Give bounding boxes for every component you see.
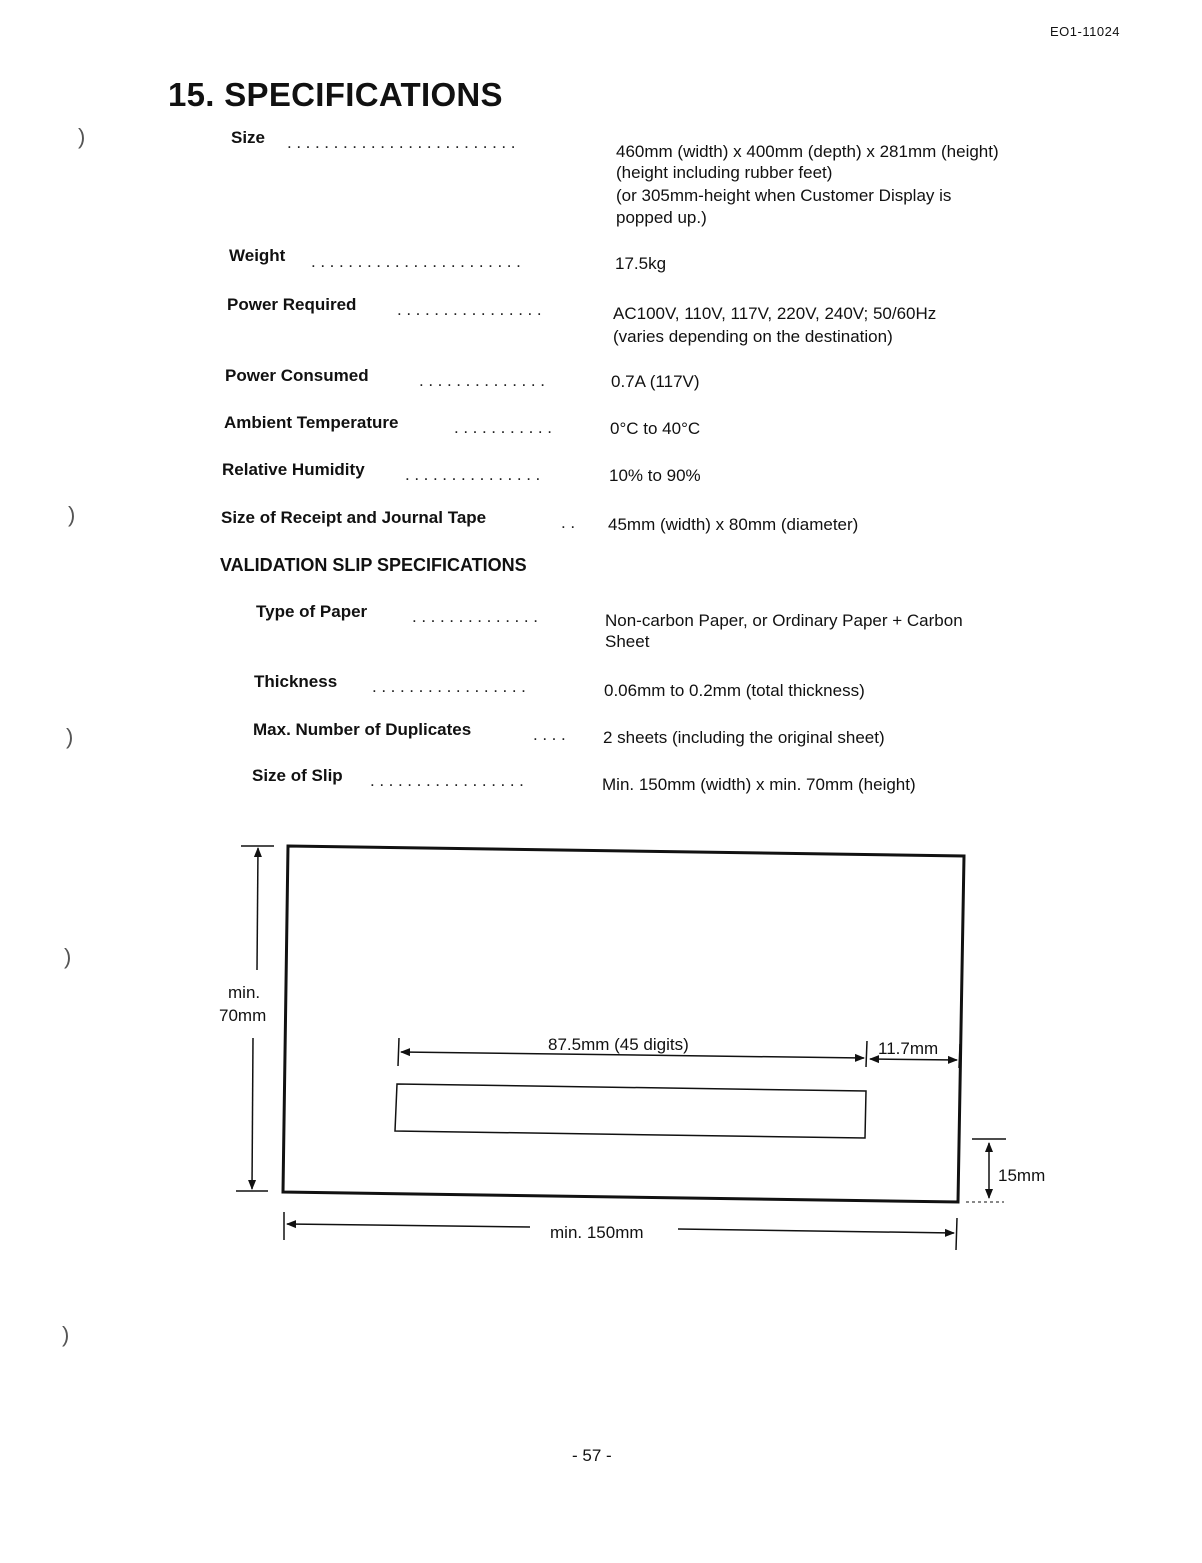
spec-label: Size of Receipt and Journal Tape [221, 508, 487, 527]
spec-value: popped up.) [616, 208, 707, 227]
spec-label: Ambient Temperature [224, 413, 399, 432]
print-width-label: 87.5mm (45 digits) [548, 1035, 689, 1054]
leader-dots: .... [533, 725, 571, 744]
binding-mark: ) [66, 724, 74, 749]
height-arrow-upper [257, 848, 258, 970]
spec-value: 10% to 90% [609, 466, 701, 485]
binding-mark: ) [78, 124, 86, 149]
height-label-min: min. [228, 983, 261, 1002]
spec-value: 17.5kg [615, 254, 667, 273]
print-width-tick-right [866, 1041, 867, 1067]
leader-dots: .............. [419, 371, 550, 390]
spec-label: Size [231, 128, 266, 147]
spec-label: Power Consumed [225, 366, 369, 385]
leader-dots: ............... [405, 465, 545, 484]
spec-value: 0°C to 40°C [610, 419, 701, 438]
height-label-value: 70mm [219, 1006, 267, 1025]
spec-value: AC100V, 110V, 117V, 220V, 240V; 50/60Hz [613, 304, 937, 323]
leader-dots: ........... [454, 418, 557, 437]
print-area [395, 1084, 866, 1138]
leader-dots: .............. [412, 607, 543, 626]
leader-dots: ................. [370, 771, 529, 790]
spec-label: Thickness [254, 672, 338, 691]
spec-value: Sheet [605, 632, 650, 651]
spec-value: Min. 150mm (width) x min. 70mm (height) [602, 775, 916, 794]
document-number: EO1-11024 [1050, 24, 1121, 39]
binding-mark: ) [68, 502, 76, 527]
right-margin-label: 11.7mm [878, 1039, 939, 1058]
right-margin-arrow [870, 1059, 957, 1060]
spec-value: (varies depending on the destination) [613, 327, 893, 346]
spec-label: Weight [229, 246, 286, 265]
spec-label: Size of Slip [252, 766, 343, 785]
leader-dots: ................ [397, 300, 547, 319]
spec-label: Max. Number of Duplicates [253, 720, 472, 739]
right-margin-tick [959, 1044, 960, 1068]
spec-value: Non-carbon Paper, or Ordinary Paper + Carbon [605, 611, 963, 630]
spec-value: 2 sheets (including the original sheet) [603, 728, 885, 747]
binding-mark: ) [62, 1322, 70, 1347]
leader-dots: ................. [372, 677, 531, 696]
spec-value: 460mm (width) x 400mm (depth) x 281mm (height) [616, 142, 999, 161]
slip-outline [283, 846, 964, 1202]
spec-label: Power Required [227, 295, 357, 314]
spec-value: 45mm (width) x 80mm (diameter) [608, 515, 859, 534]
width-label: min. 150mm [550, 1223, 644, 1242]
spec-label: Relative Humidity [222, 460, 365, 479]
spec-label: Type of Paper [256, 602, 368, 621]
leader-dots: ......................... [287, 133, 521, 152]
spec-value: (or 305mm-height when Customer Display is [616, 186, 952, 205]
spec-value: 0.06mm to 0.2mm (total thickness) [604, 681, 865, 700]
print-width-tick-left [398, 1038, 399, 1066]
validation-heading: VALIDATION SLIP SPECIFICATIONS [220, 555, 527, 575]
page-number: - 57 - [572, 1446, 612, 1465]
leader-dots: ....................... [311, 252, 526, 271]
width-tick-right [956, 1218, 957, 1250]
height-arrow-lower [252, 1038, 253, 1189]
leader-dots: .. [561, 513, 580, 532]
spec-value: (height including rubber feet) [616, 163, 833, 182]
page-title: 15. SPECIFICATIONS [168, 76, 503, 113]
width-arrow-left [287, 1224, 530, 1227]
offset-label: 15mm [998, 1166, 1046, 1185]
spec-value: 0.7A (117V) [611, 372, 700, 391]
width-arrow-right [678, 1229, 954, 1233]
binding-mark: ) [64, 944, 72, 969]
